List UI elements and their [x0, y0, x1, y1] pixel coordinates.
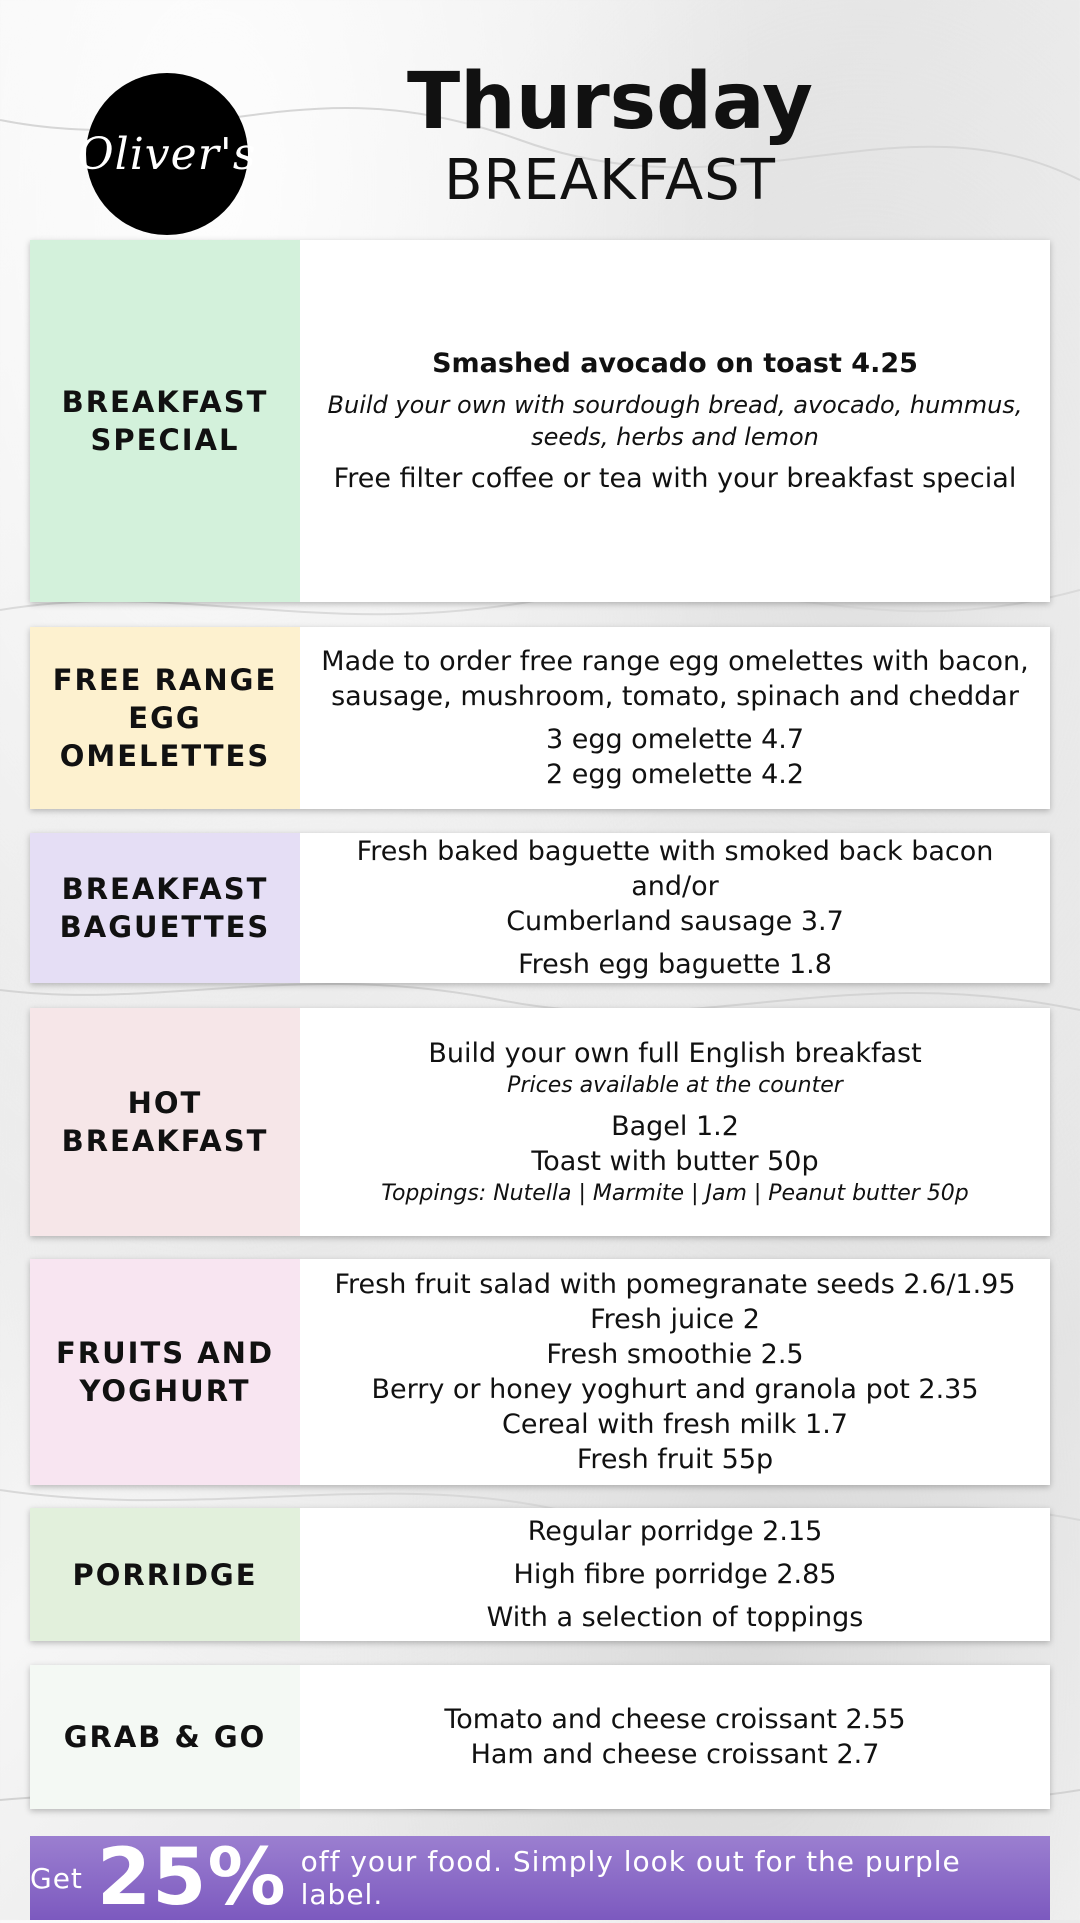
section-omelettes	[30, 627, 1050, 809]
section-label: FRUITS AND YOGHURT	[30, 1259, 300, 1485]
menu-description: sausage, mushroom, tomato, spinach and cheddar	[331, 681, 1019, 712]
menu-item: Bagel 1.2	[611, 1110, 739, 1142]
day-title: Thursday	[406, 57, 814, 147]
section-content	[300, 1008, 1050, 1236]
promo-text: off your food. Simply look out for the purple label.	[300, 1845, 961, 1911]
menu-item: Toast with butter 50p	[531, 1145, 819, 1177]
menu-description: Fresh baked baguette with smoked back bacon and/or	[356, 836, 994, 902]
menu-item: High fibre porridge 2.85	[513, 1559, 837, 1590]
section-content	[300, 1259, 1050, 1485]
section-label: HOT BREAKFAST	[30, 1008, 300, 1236]
meal-title: BREAKFAST	[444, 147, 776, 213]
section-content	[300, 627, 1050, 809]
section-baguettes	[30, 833, 1050, 983]
promo-prefix: Get	[30, 1861, 83, 1895]
section-label: PORRIDGE	[30, 1508, 300, 1641]
menu-item: Fresh juice 2	[590, 1304, 760, 1335]
section-label: GRAB & GO	[30, 1665, 300, 1809]
menu-item: Fresh fruit salad with pomegranate seeds 2.6/1.95	[334, 1269, 1016, 1300]
menu-item: Fresh smoothie 2.5	[546, 1339, 804, 1370]
promo-discount: 25%	[96, 1833, 287, 1923]
menu-note: Toppings: Nutella | Marmite | Jam | Peanut butter 50p	[381, 1180, 969, 1206]
menu-item: 3 egg omelette 4.7	[545, 724, 805, 755]
logo-text: Oliver's	[77, 128, 257, 180]
section-content	[300, 1665, 1050, 1809]
menu-note: With a selection of toppings	[486, 1602, 864, 1633]
promo-banner	[30, 1833, 1050, 1923]
section-label: FREE RANGE EGG OMELETTES	[30, 627, 300, 809]
section-content	[300, 833, 1050, 983]
section-label: BREAKFAST SPECIAL	[30, 240, 300, 602]
menu-description: Build your own full English breakfast	[428, 1037, 922, 1069]
section-content	[300, 1508, 1050, 1641]
menu-item: Smashed avocado on toast 4.25	[432, 348, 918, 379]
menu-item: 2 egg omelette 4.2	[545, 759, 805, 790]
section-label: BREAKFAST BAGUETTES	[30, 833, 300, 983]
section-grab-and-go	[30, 1665, 1050, 1809]
menu-description: Made to order free range egg omelettes with bacon,	[321, 646, 1029, 677]
section-breakfast-special	[30, 240, 1050, 602]
section-fruits-yoghurt	[30, 1259, 1050, 1485]
menu-description: Build your own with sourdough bread, avocado, hummus,	[327, 391, 1023, 419]
menu-item: Free filter coffee or tea with your breakfast special	[333, 463, 1017, 494]
menu-item: Fresh fruit 55p	[576, 1444, 774, 1475]
menu-item: Cumberland sausage 3.7	[506, 906, 844, 937]
menu-item: Ham and cheese croissant 2.7	[470, 1739, 880, 1770]
menu-item: Cereal with fresh milk 1.7	[502, 1409, 848, 1440]
section-content	[300, 240, 1050, 602]
menu-item: Regular porridge 2.15	[527, 1516, 823, 1547]
menu-note: Prices available at the counter	[507, 1072, 843, 1098]
menu-description: seeds, herbs and lemon	[531, 423, 819, 451]
menu-item: Fresh egg baguette 1.8	[518, 949, 832, 980]
menu-item: Berry or honey yoghurt and granola pot 2.35	[371, 1374, 979, 1405]
menu-header	[380, 57, 840, 213]
oliver-logo	[77, 73, 257, 235]
menu-item: Tomato and cheese croissant 2.55	[444, 1704, 906, 1735]
section-hot-breakfast	[30, 1008, 1050, 1236]
section-porridge	[30, 1508, 1050, 1641]
